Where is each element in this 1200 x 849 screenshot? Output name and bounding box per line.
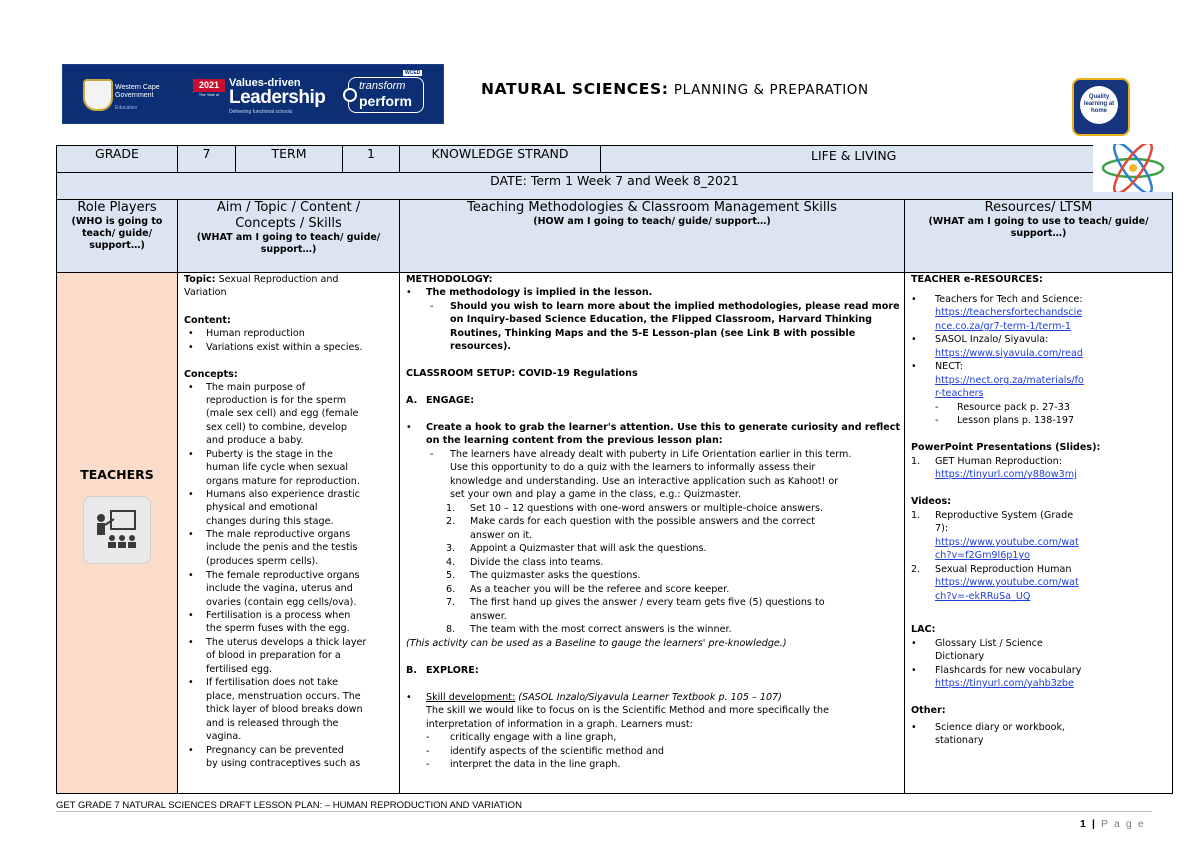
wc-government-crest-icon — [83, 79, 113, 111]
link-video-2-cont[interactable]: ch?v=-ekRRuSa_UQ — [935, 591, 1031, 602]
topic-line: Topic: Sexual Reproduction and — [184, 274, 339, 285]
link-video-1[interactable]: https://www.youtube.com/wat — [935, 537, 1079, 548]
link-teachers-for-tech-cont[interactable]: nce.co.za/gr7-term-1/term-1 — [935, 321, 1072, 332]
atom-icon — [1093, 144, 1173, 192]
values-driven-text: Values-driven — [229, 77, 301, 89]
lesson-plan-table — [56, 145, 1173, 794]
role-players-header: Role Players (WHO is going to teach/ guide/ support…) — [57, 200, 178, 273]
link-nect-cont[interactable]: r-teachers — [935, 388, 984, 399]
transform-text: transform — [359, 80, 406, 92]
logo-ring-icon — [343, 88, 357, 102]
wc-government-sub: Education — [115, 105, 138, 111]
wc-government-name: Western Cape Government — [115, 84, 160, 99]
link-nect[interactable]: https://nect.org.za/materials/fo — [935, 375, 1084, 386]
date-row: DATE: Term 1 Week 7 and Week 8_2021 — [57, 173, 1173, 200]
teacher-presentation-icon — [83, 496, 151, 564]
content-bullet-icon: • — [188, 328, 194, 339]
perform-text: perform — [359, 93, 412, 109]
leadership-sub: Delivering functional schools — [229, 109, 293, 115]
term-label: TERM — [236, 146, 343, 173]
link-siyavula[interactable]: https://www.siyavula.com/read — [935, 348, 1083, 359]
footer-text: GET GRADE 7 NATURAL SCIENCES DRAFT LESSON PLAN: – HUMAN REPRODUCTION AND VARIATION — [56, 800, 522, 811]
teachers-label: TEACHERS — [80, 467, 154, 482]
link-video-2[interactable]: https://www.youtube.com/wat — [935, 577, 1079, 588]
title-main: NATURAL SCIENCES: — [481, 80, 669, 98]
title-sub: PLANNING & PREPARATION — [673, 82, 869, 98]
year-badge-sub: The Year of — [198, 92, 220, 97]
teaching-methodology-cell: METHODOLOGY: • The methodology is implied in the lesson. - Should you wish to learn more about the implied methodologies, please read more on Inquiry-based Science Education, the Flipped Classroom, Harvard Thinking Routines, Thinking Maps and the 5-E Lesson-plan (see Link B with possible resources). CLASSROOM SETUP: COVID-19 Regulations A. ENGAGE: • Create a hook to grab the learner's attention. Use this to generate curiosity and reflect on the learning content from the previous lesson plan: - The learners have already dealt with puberty in Life Orientation earlier in this term. Use this opportunity to do a quiz with the learners to informally assess their knowledge and understanding. Use an interactive application such as Kahoot! or set your own and play a game in the class, e.g.: Quizmaster. 1. Set 10 – 12 questions with one-word answers or multiple-choice answers. 2. Make cards for each question with the possible answers and the correct answer on it. 3. Appoint a Quizmaster that will ask the questions. 4. Divide the class into teams. 5. The quizmaster asks the questions. 6. As a teacher you will be the referee and score keeper. 7. The first hand up gives the answer / every team gets five (5) questions to answer. 8. The team with the most correct answers is the winner. (This activity can be used as a Baseline to gauge the learners' pre-knowledge.) B. EXPLORE: • Skill development: (SASOL Inzalo/Siyavula Learner Textbook p. 105 – 107) The skill we would like to focus on is the Scientific Method and more specifically the interpretation of information in a graph. Learners must: - critically engage with a line graph, - identify aspects of the scientific method and - interpret the data in the line graph. — [400, 273, 905, 794]
leadership-text: Leadership — [229, 87, 326, 108]
aim-header: Aim / Topic / Content / Concepts / Skills (WHAT am I going to teach/ guide/ support…) — [178, 200, 400, 273]
wced-tag: WCED — [405, 70, 421, 76]
grade-value: 7 — [178, 146, 236, 173]
grade-label: GRADE — [57, 146, 178, 173]
resources-cell: TEACHER e-RESOURCES: • Teachers for Tech and Science: https://teachersfortechandscie nce.co.za/gr7-term-1/term-1 • SASOL Inzalo/ Siyavula: https://www.siyavula.com/read • NECT: https://nect.org.za/materials/fo r-teachers - Resource pack p. 27-33 - Lesson plans p. 138-197 PowerPoint Presentations (Slides): 1. GET Human Reproduction: https://tinyurl.com/y88ow3mj Videos: 1. Reproductive System (Grade 7): https://www.youtube.com/wat ch?v=f2Gm9l6p1yo 2. Sexual Reproduction Human https://www.youtube.com/wat ch?v=-ekRRuSa_UQ LAC: • Glossary List / Science Dictionary • Flashcards for new vocabulary https://tinyurl.com/yahb3zbe Other: • Science diary or workbook, stationary — [905, 273, 1173, 794]
teaching-header: Teaching Methodologies & Classroom Management Skills (HOW am I going to teach/ guide/ support…) — [400, 200, 905, 273]
footer-divider — [56, 811, 1152, 812]
content-bullet-icon: • — [188, 342, 194, 353]
transform-perform-logo — [348, 77, 424, 113]
resources-header: Resources/ LTSM (WHAT am I going to use to teach/ guide/ support…) — [905, 200, 1173, 273]
role-teachers-cell — [57, 273, 178, 794]
qlah-text: Quality learning at home — [1083, 94, 1115, 114]
link-video-1-cont[interactable]: ch?v=f2Gm9l6p1yo — [935, 550, 1031, 561]
knowledge-strand-value: LIFE & LIVING — [601, 146, 1173, 173]
link-teachers-for-tech[interactable]: https://teachersfortechandscie — [935, 307, 1083, 318]
quality-learning-at-home-logo — [1072, 78, 1130, 136]
year-badge: 2021 — [193, 79, 225, 92]
page-title — [481, 80, 869, 98]
page-number: 1 | P a g e — [1080, 818, 1146, 830]
knowledge-strand-label: KNOWLEDGE STRAND — [400, 146, 601, 173]
header-banner — [62, 64, 444, 124]
link-ppt[interactable]: https://tinyurl.com/y88ow3mj — [935, 469, 1077, 480]
link-flashcards[interactable]: https://tinyurl.com/yahb3zbe — [935, 678, 1074, 689]
term-value: 1 — [343, 146, 400, 173]
aim-content-cell: Topic: Sexual Reproduction and Variation Content: • Human reproduction • Variations exist within a species. Concepts: • The main purpose of reproduction is for the sperm (male sex cell) and egg (female sex cell) to combine, develop and produce a baby. • Puberty is the stage in the human life cycle when sexual organs mature for reproduction. • Humans also experience drastic physical and emotional changes during this stage. • The male reproductive organs include the penis and the testis (produces sperm cells). • The female reproductive organs include the vagina, uterus and ovaries (contain egg cells/ova). • Fertilisation is a process when the sperm fuses with the egg. • The uterus develops a thick layer of blood in preparation for a fertilised egg. • If fertilisation does not take place, menstruation occurs. The thick layer of blood breaks down and is released through the vagina. • Pregnancy can be prevented by using contraceptives such as — [178, 273, 400, 794]
